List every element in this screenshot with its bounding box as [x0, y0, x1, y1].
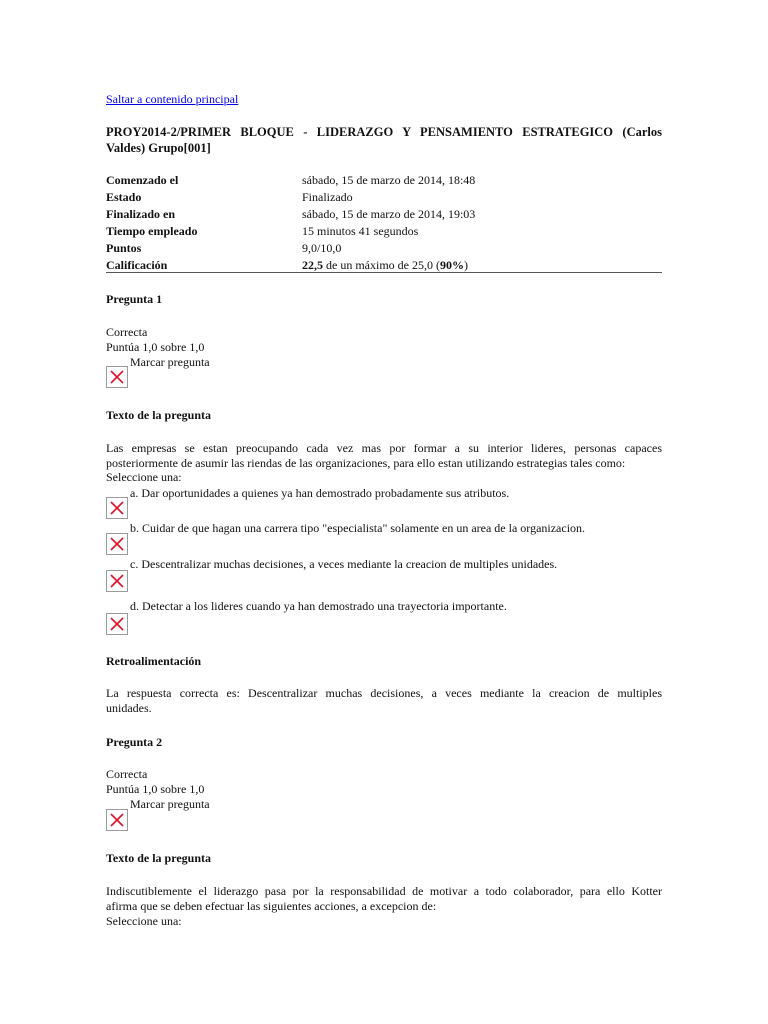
question-1-state: Correcta [106, 325, 148, 339]
question-2-flag-label: Marcar pregunta [130, 797, 210, 811]
grade-close: ) [463, 258, 468, 272]
question-1-text-heading: Texto de la pregunta [106, 408, 212, 422]
feedback-line2: unidades. [106, 701, 152, 715]
grade-score: 22,5 [302, 258, 323, 272]
question-1-text-line2: posteriormente de asumir las riendas de las organizaciones, para ello estan utilizando estrategias tales como: [106, 456, 626, 470]
summary-value: 9,0/10,0 [302, 241, 342, 255]
grade-percent: 90% [439, 258, 464, 272]
summary-value: sábado, 15 de marzo de 2014, 19:03 [302, 207, 476, 221]
option-b-label[interactable]: b. Cuidar de que hagan una carrera tipo "especialista" solamente en un area de la organizacion. [130, 521, 586, 535]
question-1-heading: Pregunta 1 [106, 292, 163, 306]
summary-label: Estado [106, 190, 142, 204]
skip-to-content-link[interactable]: Saltar a contenido principal [106, 92, 239, 106]
question-1-flag-label: Marcar pregunta [130, 355, 210, 369]
question-2-text-line1: Indiscutiblemente el liderazgo pasa por la responsabilidad de motivar a todo colaborador, para ello Kotter [106, 884, 662, 898]
option-d-label[interactable]: d. Detectar a los lideres cuando ya han demostrado una trayectoria importante. [130, 599, 507, 613]
grade-max: de un máximo de 25,0 ( [323, 258, 440, 272]
question-1-text-line1: Las empresas se estan preocupando cada vez mas por formar a su interior lideres, personas capaces [106, 441, 662, 455]
feedback-heading: Retroalimentación [106, 654, 202, 668]
summary-label: Calificación [106, 258, 168, 272]
option-b-icon[interactable] [106, 533, 128, 555]
summary-value: Finalizado [302, 190, 353, 204]
question-2-prompt: Seleccione una: [106, 914, 182, 928]
summary-row [106, 206, 662, 223]
summary-value: sábado, 15 de marzo de 2014, 18:48 [302, 173, 476, 187]
summary-label: Comenzado el [106, 173, 179, 187]
summary-row [106, 240, 662, 257]
option-c-icon[interactable] [106, 570, 128, 592]
summary-label: Finalizado en [106, 207, 176, 221]
summary-row [106, 189, 662, 206]
question-2-text-line2: afirma que se deben efectuar las siguientes acciones, a excepcion de: [106, 899, 437, 913]
quiz-title-line1: PROY2014-2/PRIMER BLOQUE - LIDERAZGO Y PENSAMIENTO ESTRATEGICO (Carlos [106, 125, 662, 139]
summary-divider [106, 272, 662, 273]
question-2-heading: Pregunta 2 [106, 735, 163, 749]
option-a-label[interactable]: a. Dar oportunidades a quienes ya han demostrado probadamente sus atributos. [130, 486, 510, 500]
summary-value: 15 minutos 41 segundos [302, 224, 419, 238]
quiz-title-line2: Valdes) Grupo[001] [106, 141, 211, 155]
option-a-icon[interactable] [106, 497, 128, 519]
question-2-state: Correcta [106, 767, 148, 781]
question-2-text-heading: Texto de la pregunta [106, 851, 212, 865]
option-d-icon[interactable] [106, 613, 128, 635]
question-1-prompt: Seleccione una: [106, 470, 182, 484]
summary-label: Puntos [106, 241, 142, 255]
attempt-summary-table [106, 172, 662, 274]
feedback-line1: La respuesta correcta es: Descentralizar muchas decisiones, a veces mediante la creacion de multiples [106, 686, 662, 700]
question-2-grade: Puntúa 1,0 sobre 1,0 [106, 782, 205, 796]
flag-question-1-icon[interactable] [106, 366, 128, 388]
summary-row [106, 223, 662, 240]
summary-row [106, 172, 662, 189]
question-1-grade: Puntúa 1,0 sobre 1,0 [106, 340, 205, 354]
option-c-label[interactable]: c. Descentralizar muchas decisiones, a veces mediante la creacion de multiples unidades. [130, 557, 558, 571]
summary-label: Tiempo empleado [106, 224, 198, 238]
flag-question-2-icon[interactable] [106, 809, 128, 831]
